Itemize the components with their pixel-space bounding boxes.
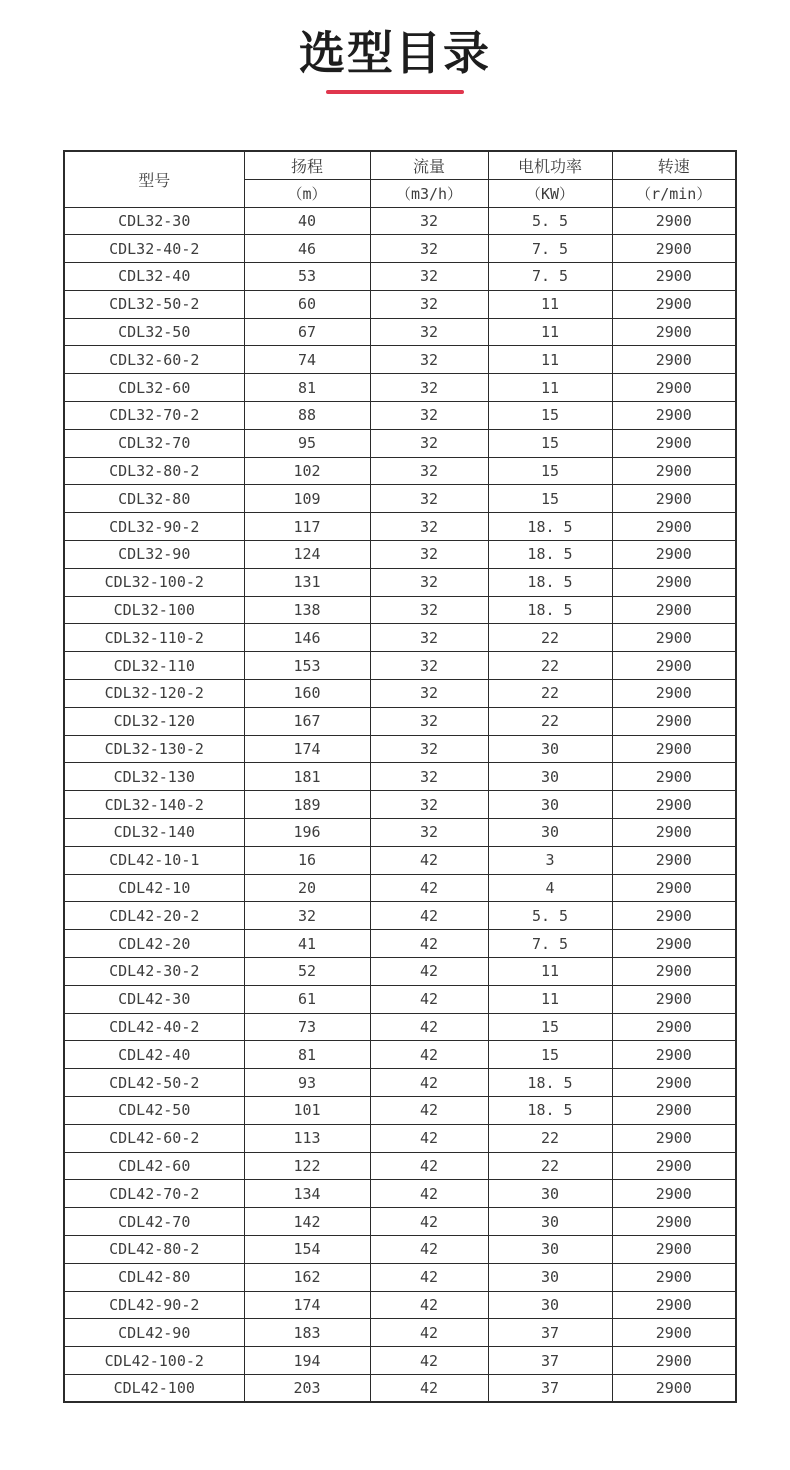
- model-cell: CDL32-80: [64, 485, 244, 513]
- power-cell: 15: [488, 1041, 612, 1069]
- model-cell: CDL32-40: [64, 263, 244, 291]
- speed-cell: 2900: [612, 568, 736, 596]
- power-cell: 11: [488, 290, 612, 318]
- model-cell: CDL42-30-2: [64, 958, 244, 986]
- flow-cell: 32: [370, 568, 488, 596]
- speed-cell: 2900: [612, 1041, 736, 1069]
- power-cell: 11: [488, 985, 612, 1013]
- model-cell: CDL42-80: [64, 1263, 244, 1291]
- head-cell: 93: [244, 1069, 370, 1097]
- head-cell: 153: [244, 652, 370, 680]
- model-cell: CDL42-50-2: [64, 1069, 244, 1097]
- head-cell: 46: [244, 235, 370, 263]
- table-row: [64, 485, 736, 513]
- power-cell: 15: [488, 402, 612, 430]
- table-row: [64, 1208, 736, 1236]
- model-cell: CDL32-50: [64, 318, 244, 346]
- power-cell: 11: [488, 374, 612, 402]
- speed-cell: 2900: [612, 1347, 736, 1375]
- table-row: [64, 846, 736, 874]
- power-cell: 15: [488, 1013, 612, 1041]
- col-header-flow: 流量: [370, 151, 488, 179]
- flow-cell: 32: [370, 763, 488, 791]
- header-label-row: [64, 151, 736, 179]
- flow-cell: 32: [370, 513, 488, 541]
- table-row: [64, 1291, 736, 1319]
- speed-cell: 2900: [612, 1124, 736, 1152]
- model-cell: CDL32-60: [64, 374, 244, 402]
- head-cell: 131: [244, 568, 370, 596]
- head-cell: 174: [244, 735, 370, 763]
- power-cell: 7. 5: [488, 263, 612, 291]
- flow-cell: 42: [370, 1124, 488, 1152]
- table-row: [64, 902, 736, 930]
- head-cell: 162: [244, 1263, 370, 1291]
- table-row: [64, 819, 736, 847]
- power-cell: 11: [488, 958, 612, 986]
- table-row: [64, 207, 736, 235]
- power-cell: 18. 5: [488, 568, 612, 596]
- head-cell: 20: [244, 874, 370, 902]
- model-cell: CDL42-10: [64, 874, 244, 902]
- speed-cell: 2900: [612, 707, 736, 735]
- model-cell: CDL32-120-2: [64, 680, 244, 708]
- power-cell: 30: [488, 1291, 612, 1319]
- flow-cell: 42: [370, 1041, 488, 1069]
- model-cell: CDL42-30: [64, 985, 244, 1013]
- head-cell: 40: [244, 207, 370, 235]
- power-cell: 22: [488, 1124, 612, 1152]
- table-row: [64, 874, 736, 902]
- power-cell: 18. 5: [488, 1069, 612, 1097]
- flow-cell: 32: [370, 429, 488, 457]
- speed-cell: 2900: [612, 1208, 736, 1236]
- speed-cell: 2900: [612, 207, 736, 235]
- speed-cell: 2900: [612, 985, 736, 1013]
- model-cell: CDL32-50-2: [64, 290, 244, 318]
- model-cell: CDL42-70-2: [64, 1180, 244, 1208]
- head-cell: 74: [244, 346, 370, 374]
- head-cell: 32: [244, 902, 370, 930]
- model-cell: CDL32-130: [64, 763, 244, 791]
- table-row: [64, 1235, 736, 1263]
- flow-cell: 32: [370, 707, 488, 735]
- flow-cell: 32: [370, 819, 488, 847]
- speed-cell: 2900: [612, 346, 736, 374]
- speed-cell: 2900: [612, 791, 736, 819]
- speed-cell: 2900: [612, 235, 736, 263]
- model-cell: CDL32-100: [64, 596, 244, 624]
- head-cell: 41: [244, 930, 370, 958]
- table-row: [64, 1180, 736, 1208]
- page-title: 选型目录: [299, 26, 491, 80]
- power-cell: 11: [488, 318, 612, 346]
- speed-cell: 2900: [612, 596, 736, 624]
- speed-cell: 2900: [612, 263, 736, 291]
- head-cell: 203: [244, 1374, 370, 1402]
- power-cell: 30: [488, 735, 612, 763]
- power-cell: 7. 5: [488, 235, 612, 263]
- head-cell: 122: [244, 1152, 370, 1180]
- model-cell: CDL42-80-2: [64, 1235, 244, 1263]
- model-cell: CDL32-110: [64, 652, 244, 680]
- flow-cell: 32: [370, 624, 488, 652]
- flow-cell: 42: [370, 1263, 488, 1291]
- table-row: [64, 346, 736, 374]
- model-cell: CDL42-10-1: [64, 846, 244, 874]
- col-header-head: 扬程: [244, 151, 370, 179]
- power-cell: 37: [488, 1374, 612, 1402]
- speed-cell: 2900: [612, 485, 736, 513]
- power-cell: 37: [488, 1347, 612, 1375]
- table-body: [64, 207, 736, 1402]
- table-row: [64, 1152, 736, 1180]
- col-header-speed: 转速: [612, 151, 736, 179]
- power-cell: 18. 5: [488, 596, 612, 624]
- model-cell: CDL32-110-2: [64, 624, 244, 652]
- speed-cell: 2900: [612, 1097, 736, 1125]
- power-cell: 30: [488, 1263, 612, 1291]
- table-row: [64, 513, 736, 541]
- head-cell: 101: [244, 1097, 370, 1125]
- table-row: [64, 1013, 736, 1041]
- flow-cell: 42: [370, 1069, 488, 1097]
- model-cell: CDL42-40: [64, 1041, 244, 1069]
- power-cell: 22: [488, 1152, 612, 1180]
- flow-cell: 42: [370, 874, 488, 902]
- model-cell: CDL32-40-2: [64, 235, 244, 263]
- head-cell: 138: [244, 596, 370, 624]
- speed-cell: 2900: [612, 652, 736, 680]
- power-cell: 30: [488, 819, 612, 847]
- head-cell: 113: [244, 1124, 370, 1152]
- col-unit-head: （m）: [244, 179, 370, 207]
- power-cell: 30: [488, 791, 612, 819]
- table-row: [64, 1069, 736, 1097]
- speed-cell: 2900: [612, 1152, 736, 1180]
- head-cell: 146: [244, 624, 370, 652]
- speed-cell: 2900: [612, 624, 736, 652]
- flow-cell: 42: [370, 1235, 488, 1263]
- head-cell: 189: [244, 791, 370, 819]
- speed-cell: 2900: [612, 318, 736, 346]
- model-cell: CDL42-40-2: [64, 1013, 244, 1041]
- power-cell: 22: [488, 707, 612, 735]
- head-cell: 167: [244, 707, 370, 735]
- flow-cell: 32: [370, 541, 488, 569]
- table-row: [64, 318, 736, 346]
- power-cell: 3: [488, 846, 612, 874]
- power-cell: 22: [488, 624, 612, 652]
- table-row: [64, 235, 736, 263]
- flow-cell: 32: [370, 374, 488, 402]
- speed-cell: 2900: [612, 1263, 736, 1291]
- speed-cell: 2900: [612, 680, 736, 708]
- flow-cell: 32: [370, 318, 488, 346]
- col-header-motor-power: 电机功率: [488, 151, 612, 179]
- head-cell: 16: [244, 846, 370, 874]
- flow-cell: 42: [370, 1374, 488, 1402]
- speed-cell: 2900: [612, 1069, 736, 1097]
- flow-cell: 42: [370, 1097, 488, 1125]
- speed-cell: 2900: [612, 513, 736, 541]
- power-cell: 4: [488, 874, 612, 902]
- model-cell: CDL42-100: [64, 1374, 244, 1402]
- model-cell: CDL32-80-2: [64, 457, 244, 485]
- model-cell: CDL42-90-2: [64, 1291, 244, 1319]
- flow-cell: 32: [370, 596, 488, 624]
- power-cell: 7. 5: [488, 930, 612, 958]
- head-cell: 52: [244, 958, 370, 986]
- model-cell: CDL42-70: [64, 1208, 244, 1236]
- table-row: [64, 1319, 736, 1347]
- power-cell: 30: [488, 1208, 612, 1236]
- head-cell: 81: [244, 374, 370, 402]
- head-cell: 102: [244, 457, 370, 485]
- model-cell: CDL32-130-2: [64, 735, 244, 763]
- flow-cell: 42: [370, 1152, 488, 1180]
- table-row: [64, 541, 736, 569]
- speed-cell: 2900: [612, 930, 736, 958]
- head-cell: 60: [244, 290, 370, 318]
- speed-cell: 2900: [612, 374, 736, 402]
- head-cell: 181: [244, 763, 370, 791]
- speed-cell: 2900: [612, 402, 736, 430]
- table-header: [64, 151, 736, 207]
- speed-cell: 2900: [612, 874, 736, 902]
- model-cell: CDL32-70: [64, 429, 244, 457]
- flow-cell: 42: [370, 1208, 488, 1236]
- flow-cell: 42: [370, 902, 488, 930]
- speed-cell: 2900: [612, 958, 736, 986]
- speed-cell: 2900: [612, 1235, 736, 1263]
- table-row: [64, 1041, 736, 1069]
- power-cell: 11: [488, 346, 612, 374]
- table-row: [64, 457, 736, 485]
- table-row: [64, 985, 736, 1013]
- speed-cell: 2900: [612, 1291, 736, 1319]
- speed-cell: 2900: [612, 1180, 736, 1208]
- speed-cell: 2900: [612, 457, 736, 485]
- power-cell: 37: [488, 1319, 612, 1347]
- speed-cell: 2900: [612, 1374, 736, 1402]
- flow-cell: 32: [370, 680, 488, 708]
- power-cell: 5. 5: [488, 902, 612, 930]
- model-cell: CDL42-50: [64, 1097, 244, 1125]
- table-row: [64, 1124, 736, 1152]
- speed-cell: 2900: [612, 429, 736, 457]
- head-cell: 81: [244, 1041, 370, 1069]
- flow-cell: 32: [370, 652, 488, 680]
- table-row: [64, 958, 736, 986]
- model-cell: CDL42-90: [64, 1319, 244, 1347]
- flow-cell: 32: [370, 735, 488, 763]
- speed-cell: 2900: [612, 541, 736, 569]
- table-row: [64, 680, 736, 708]
- flow-cell: 42: [370, 1319, 488, 1347]
- table-row: [64, 402, 736, 430]
- table-row: [64, 596, 736, 624]
- table-row: [64, 1097, 736, 1125]
- head-cell: 183: [244, 1319, 370, 1347]
- flow-cell: 42: [370, 985, 488, 1013]
- head-cell: 142: [244, 1208, 370, 1236]
- speed-cell: 2900: [612, 846, 736, 874]
- flow-cell: 32: [370, 791, 488, 819]
- head-cell: 194: [244, 1347, 370, 1375]
- flow-cell: 42: [370, 1013, 488, 1041]
- model-cell: CDL32-30: [64, 207, 244, 235]
- power-cell: 5. 5: [488, 207, 612, 235]
- table-row: [64, 1347, 736, 1375]
- model-cell: CDL42-20-2: [64, 902, 244, 930]
- power-cell: 18. 5: [488, 541, 612, 569]
- table-row: [64, 290, 736, 318]
- speed-cell: 2900: [612, 290, 736, 318]
- table-row: [64, 568, 736, 596]
- power-cell: 15: [488, 485, 612, 513]
- col-header-model: 型号: [64, 151, 244, 207]
- model-cell: CDL32-120: [64, 707, 244, 735]
- table-row: [64, 263, 736, 291]
- flow-cell: 42: [370, 1180, 488, 1208]
- title-underline-accent: [326, 90, 464, 94]
- flow-cell: 32: [370, 402, 488, 430]
- flow-cell: 42: [370, 1291, 488, 1319]
- flow-cell: 42: [370, 930, 488, 958]
- power-cell: 22: [488, 680, 612, 708]
- flow-cell: 42: [370, 846, 488, 874]
- speed-cell: 2900: [612, 819, 736, 847]
- model-cell: CDL32-140: [64, 819, 244, 847]
- speed-cell: 2900: [612, 902, 736, 930]
- model-cell: CDL32-90: [64, 541, 244, 569]
- col-unit-motor-power: （KW）: [488, 179, 612, 207]
- model-cell: CDL32-60-2: [64, 346, 244, 374]
- col-unit-speed: （r/min）: [612, 179, 736, 207]
- speed-cell: 2900: [612, 763, 736, 791]
- power-cell: 18. 5: [488, 1097, 612, 1125]
- pump-selection-table: [63, 150, 737, 1403]
- model-cell: CDL32-100-2: [64, 568, 244, 596]
- table-row: [64, 930, 736, 958]
- speed-cell: 2900: [612, 1319, 736, 1347]
- head-cell: 160: [244, 680, 370, 708]
- head-cell: 174: [244, 1291, 370, 1319]
- flow-cell: 42: [370, 1347, 488, 1375]
- head-cell: 134: [244, 1180, 370, 1208]
- table-row: [64, 429, 736, 457]
- flow-cell: 32: [370, 485, 488, 513]
- table-row: [64, 624, 736, 652]
- power-cell: 22: [488, 652, 612, 680]
- power-cell: 18. 5: [488, 513, 612, 541]
- speed-cell: 2900: [612, 1013, 736, 1041]
- model-cell: CDL32-70-2: [64, 402, 244, 430]
- col-unit-flow: （m3/h）: [370, 179, 488, 207]
- model-cell: CDL42-20: [64, 930, 244, 958]
- head-cell: 61: [244, 985, 370, 1013]
- speed-cell: 2900: [612, 735, 736, 763]
- head-cell: 95: [244, 429, 370, 457]
- power-cell: 15: [488, 429, 612, 457]
- flow-cell: 32: [370, 290, 488, 318]
- head-cell: 154: [244, 1235, 370, 1263]
- table-row: [64, 652, 736, 680]
- table-row: [64, 735, 736, 763]
- table-row: [64, 791, 736, 819]
- power-cell: 30: [488, 1235, 612, 1263]
- head-cell: 109: [244, 485, 370, 513]
- table-row: [64, 707, 736, 735]
- head-cell: 67: [244, 318, 370, 346]
- flow-cell: 42: [370, 958, 488, 986]
- flow-cell: 32: [370, 207, 488, 235]
- table-row: [64, 374, 736, 402]
- head-cell: 53: [244, 263, 370, 291]
- head-cell: 88: [244, 402, 370, 430]
- head-cell: 124: [244, 541, 370, 569]
- power-cell: 30: [488, 1180, 612, 1208]
- flow-cell: 32: [370, 346, 488, 374]
- model-cell: CDL42-60: [64, 1152, 244, 1180]
- flow-cell: 32: [370, 457, 488, 485]
- power-cell: 15: [488, 457, 612, 485]
- model-cell: CDL42-60-2: [64, 1124, 244, 1152]
- head-cell: 117: [244, 513, 370, 541]
- model-cell: CDL32-140-2: [64, 791, 244, 819]
- table-row: [64, 1374, 736, 1402]
- power-cell: 30: [488, 763, 612, 791]
- model-cell: CDL32-90-2: [64, 513, 244, 541]
- model-cell: CDL42-100-2: [64, 1347, 244, 1375]
- table-row: [64, 1263, 736, 1291]
- table-row: [64, 763, 736, 791]
- flow-cell: 32: [370, 235, 488, 263]
- head-cell: 73: [244, 1013, 370, 1041]
- flow-cell: 32: [370, 263, 488, 291]
- head-cell: 196: [244, 819, 370, 847]
